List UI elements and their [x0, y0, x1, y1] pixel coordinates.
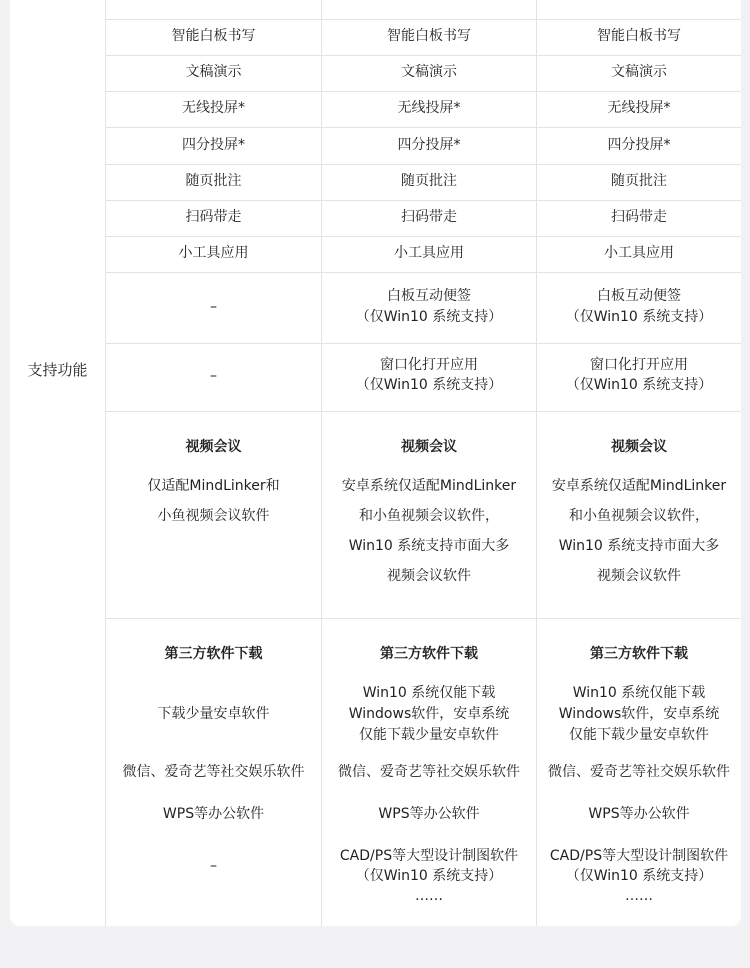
table-cell: –: [210, 368, 217, 384]
table-cell: 仅能下载少量安卓软件: [359, 727, 499, 743]
table-cell: 微信、爱奇艺等社交娱乐软件: [338, 764, 520, 780]
table-cell: Win10 系统仅能下载: [572, 685, 706, 701]
table-cell: 视频会议软件: [597, 568, 681, 584]
table-cell: 小鱼视频会议软件: [157, 508, 270, 524]
table-cell: 扫码带走: [611, 209, 667, 225]
table-cell: 微信、爱奇艺等社交娱乐软件: [122, 764, 305, 780]
section-heading: 视频会议: [401, 439, 457, 455]
section-heading: 第三方软件下载: [590, 646, 688, 662]
table-cell: Win10 系统支持市面大多: [348, 538, 510, 554]
table-cell: WPS等办公软件: [378, 806, 480, 822]
table-cell: 仅能下载少量安卓软件: [569, 727, 709, 743]
table-cell: 安卓系统仅适配MindLinker: [551, 478, 727, 494]
row-divider: [105, 91, 741, 92]
table-cell: 白板互动便签: [387, 288, 471, 304]
table-cell: 和小鱼视频会议软件，: [569, 508, 709, 524]
table-cell: 智能白板书写: [171, 28, 256, 44]
section-heading: 视频会议: [185, 439, 242, 455]
table-cell: 随页批注: [611, 173, 667, 189]
table-cell: 仅适配MindLinker和: [147, 478, 280, 494]
table-cell: 智能白板书写: [387, 28, 471, 44]
row-divider: [105, 200, 741, 201]
table-cell: ……: [415, 888, 443, 904]
table-cell: 智能白板书写: [597, 28, 681, 44]
row-label: 支持功能: [27, 361, 88, 379]
comparison-table: [10, 0, 741, 926]
table-cell: （仅Win10 系统支持）: [565, 868, 713, 884]
table-cell: 下载少量安卓软件: [157, 706, 270, 722]
table-cell: 扫码带走: [401, 209, 457, 225]
table-cell: –: [210, 858, 217, 874]
table-cell: 扫码带走: [185, 209, 242, 225]
table-cell: （仅Win10 系统支持）: [355, 309, 503, 325]
table-cell: 和小鱼视频会议软件，: [359, 508, 499, 524]
table-cell: 无线投屏*: [397, 100, 461, 116]
table-cell: 随页批注: [401, 173, 457, 189]
table-cell: CAD/PS等大型设计制图软件: [339, 848, 519, 864]
row-divider: [105, 55, 741, 56]
row-divider: [105, 164, 741, 165]
table-cell: 小工具应用: [394, 245, 464, 261]
table-cell: 四分投屏*: [182, 137, 245, 153]
row-divider: [105, 19, 741, 20]
section-heading: 第三方软件下载: [380, 646, 478, 662]
row-divider: [105, 411, 741, 412]
section-heading: 第三方软件下载: [164, 646, 263, 662]
table-cell: 四分投屏*: [607, 137, 671, 153]
table-cell: Win10 系统支持市面大多: [558, 538, 720, 554]
table-cell: 随页批注: [185, 173, 242, 189]
table-cell: 文稿演示: [185, 64, 242, 80]
table-cell: Windows软件，安卓系统: [558, 706, 720, 722]
table-cell: 文稿演示: [401, 64, 457, 80]
table-cell: （仅Win10 系统支持）: [355, 377, 503, 393]
table-cell: 窗口化打开应用: [590, 357, 688, 373]
table-cell: Win10 系统仅能下载: [362, 685, 496, 701]
table-cell: 视频会议软件: [387, 568, 471, 584]
table-cell: （仅Win10 系统支持）: [565, 309, 713, 325]
table-cell: 窗口化打开应用: [380, 357, 478, 373]
table-cell: 小工具应用: [604, 245, 674, 261]
table-cell: 微信、爱奇艺等社交娱乐软件: [548, 764, 730, 780]
table-cell: 安卓系统仅适配MindLinker: [341, 478, 517, 494]
row-divider: [105, 236, 741, 237]
table-cell: 无线投屏*: [182, 100, 245, 116]
row-divider: [105, 343, 741, 344]
row-divider: [105, 618, 741, 619]
table-cell: （仅Win10 系统支持）: [565, 377, 713, 393]
table-cell: Windows软件，安卓系统: [348, 706, 510, 722]
table-cell: –: [210, 299, 217, 315]
table-cell: 小工具应用: [178, 245, 249, 261]
table-cell: WPS等办公软件: [162, 806, 265, 822]
table-cell: （仅Win10 系统支持）: [355, 868, 503, 884]
table-cell: 无线投屏*: [607, 100, 671, 116]
table-cell: WPS等办公软件: [588, 806, 690, 822]
row-divider: [105, 272, 741, 273]
row-divider: [105, 127, 741, 128]
table-cell: 白板互动便签: [597, 288, 681, 304]
table-cell: 四分投屏*: [397, 137, 461, 153]
table-cell: ……: [625, 888, 653, 904]
section-heading: 视频会议: [611, 439, 667, 455]
table-cell: 文稿演示: [611, 64, 667, 80]
table-cell: CAD/PS等大型设计制图软件: [549, 848, 729, 864]
